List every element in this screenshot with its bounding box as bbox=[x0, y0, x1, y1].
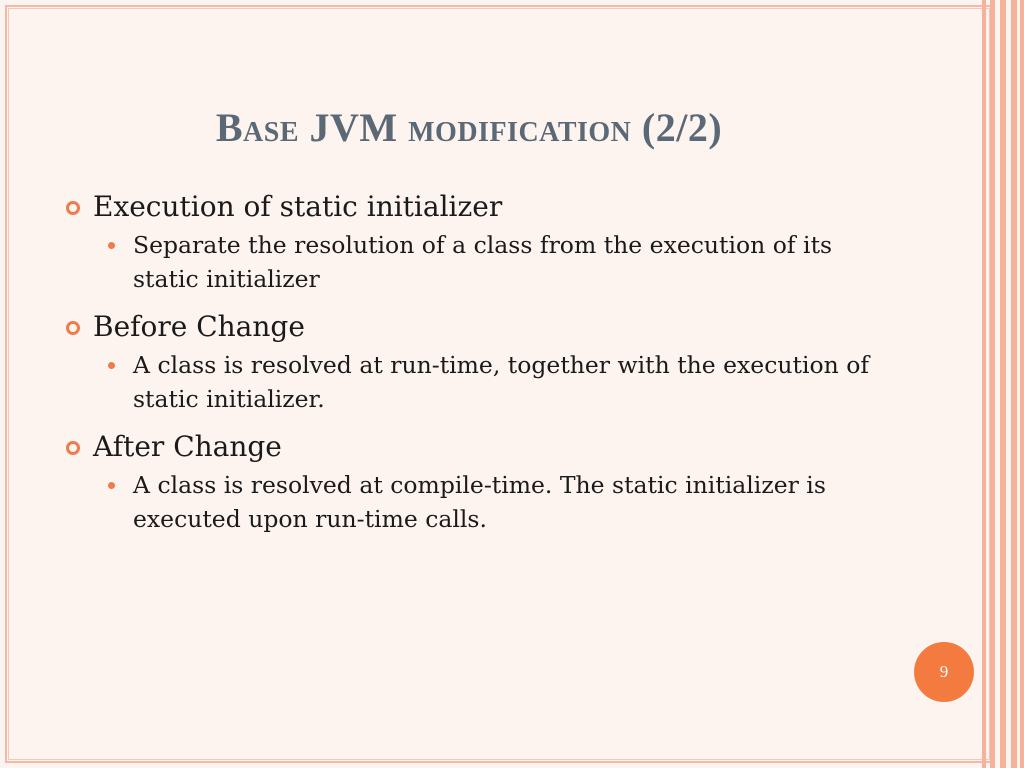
bullet-item bbox=[64, 428, 884, 466]
decorative-rail bbox=[990, 0, 995, 768]
decorative-rail bbox=[1020, 0, 1024, 768]
bullet-item bbox=[64, 188, 884, 226]
bullet-text: Before Change bbox=[93, 310, 305, 343]
sub-bullet-item bbox=[108, 348, 884, 416]
bullet-text: Execution of static initializer bbox=[93, 190, 503, 223]
decorative-rail bbox=[1011, 0, 1017, 768]
dot-bullet-icon bbox=[108, 362, 115, 369]
dot-bullet-icon bbox=[108, 242, 115, 249]
ring-bullet-icon bbox=[66, 201, 80, 215]
bullet-text: After Change bbox=[93, 430, 282, 463]
page-number-badge bbox=[914, 642, 974, 702]
decorative-rail bbox=[982, 0, 986, 768]
bullet-list bbox=[64, 188, 884, 536]
sub-bullet-item bbox=[108, 468, 884, 536]
ring-bullet-icon bbox=[66, 441, 80, 455]
sub-bullet-item bbox=[108, 228, 884, 296]
bullet-item bbox=[64, 308, 884, 346]
page-number: 9 bbox=[939, 662, 949, 681]
slide-title: Base JVM modification (2/2) bbox=[215, 105, 723, 150]
sub-bullet-text: A class is resolved at compile-time. The static initializer is executed upon run-time calls. bbox=[133, 471, 826, 533]
sub-bullet-text: A class is resolved at run-time, together with the execution of static initializer. bbox=[133, 351, 870, 413]
ring-bullet-icon bbox=[66, 321, 80, 335]
decorative-rail bbox=[1000, 0, 1006, 768]
sub-bullet-text: Separate the resolution of a class from the execution of its static initializer bbox=[133, 231, 833, 293]
dot-bullet-icon bbox=[108, 482, 115, 489]
